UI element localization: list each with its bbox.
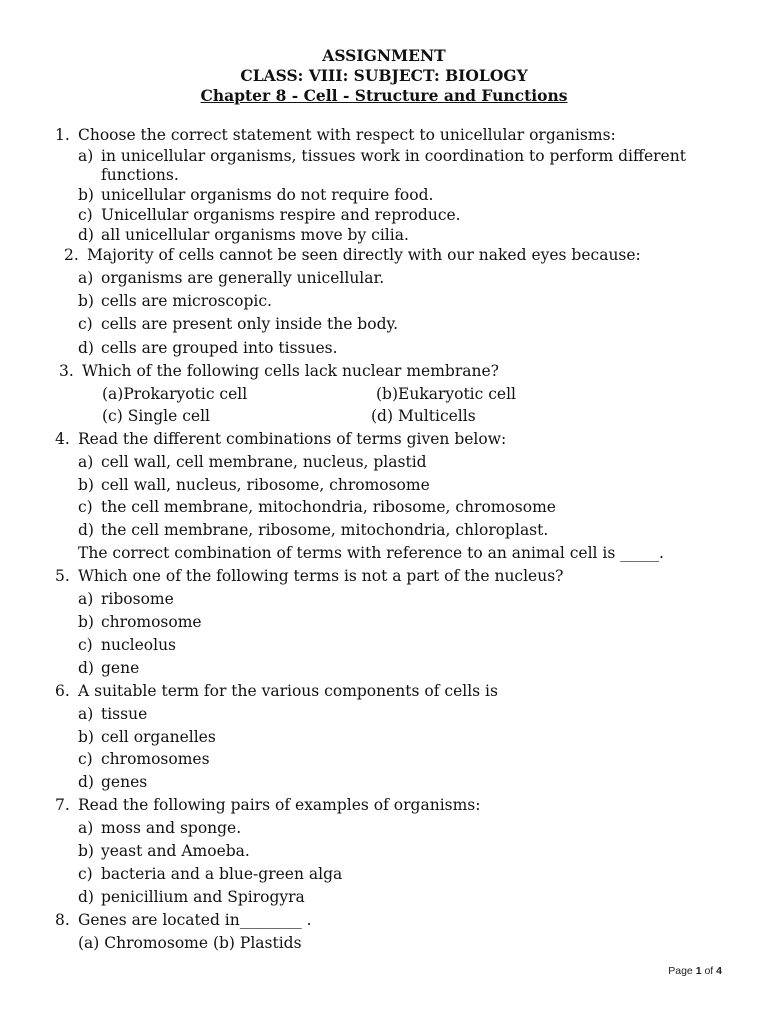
option-text: gene (101, 659, 140, 677)
option-label: b) (78, 842, 94, 860)
question-number: 6. (55, 682, 70, 700)
option-text: cell wall, cell membrane, nucleus, plastid (101, 453, 427, 471)
page-total: 4 (716, 965, 722, 977)
option-text: the cell membrane, mitochondria, ribosome, chromosome (101, 498, 556, 516)
q1-option-a (78, 146, 686, 166)
q5-option-d (78, 658, 139, 678)
option-text: penicillium and Spirogyra (101, 888, 305, 906)
q7-option-c (78, 864, 342, 884)
question-1 (55, 125, 616, 145)
q3-option-b: (b)Eukaryotic cell (376, 385, 517, 403)
option-label: c) (78, 750, 93, 768)
q2-option-d (78, 338, 338, 358)
question-text: Which one of the following terms is not a part of the nucleus? (78, 567, 564, 585)
q7-option-b (78, 841, 250, 861)
q7-option-d (78, 887, 305, 907)
question-7 (55, 795, 480, 815)
class-subject-line: CLASS: VIII: SUBJECT: BIOLOGY (240, 66, 528, 85)
q4-statement: The correct combination of terms with reference to an animal cell is _____. (78, 544, 664, 562)
question-text: Majority of cells cannot be seen directly with our naked eyes because: (87, 246, 641, 264)
q2-option-a (78, 268, 384, 288)
question-6 (55, 681, 498, 701)
option-label: c) (78, 315, 93, 333)
q3-option-d: (d) Multicells (371, 407, 476, 425)
question-text: Choose the correct statement with respect to unicellular organisms: (78, 126, 616, 144)
option-text: Unicellular organisms respire and reproduce. (101, 206, 461, 224)
option-text: bacteria and a blue-green alga (101, 865, 343, 883)
option-label: a) (78, 269, 94, 287)
option-label: b) (78, 292, 94, 310)
question-5 (55, 566, 563, 586)
option-label: b) (78, 186, 94, 204)
q5-option-b (78, 612, 202, 632)
page-word: Page (668, 965, 693, 977)
q2-option-c (78, 314, 398, 334)
option-text: chromosomes (101, 750, 210, 768)
q1-option-c (78, 205, 461, 225)
option-text: cells are microscopic. (101, 292, 272, 310)
q1-option-a-continued: functions. (101, 166, 179, 184)
question-text: A suitable term for the various components of cells is (78, 682, 498, 700)
page-current: 1 (695, 965, 702, 977)
option-label: c) (78, 206, 93, 224)
option-label: a) (78, 705, 94, 723)
question-text: Read the following pairs of examples of organisms: (78, 796, 481, 814)
option-label: d) (78, 773, 94, 791)
option-label: a) (78, 590, 94, 608)
q6-option-d (78, 772, 147, 792)
option-text: all unicellular organisms move by cilia. (101, 226, 409, 244)
option-text: the cell membrane, ribosome, mitochondria, chloroplast. (101, 521, 549, 539)
q6-option-b (78, 727, 216, 747)
q1-option-b (78, 185, 433, 205)
option-text: cells are present only inside the body. (101, 315, 399, 333)
question-number: 4. (55, 430, 70, 448)
question-number: 8. (55, 911, 70, 929)
question-number: 1. (55, 126, 70, 144)
option-label: d) (78, 888, 94, 906)
question-3 (59, 361, 499, 381)
option-label: b) (78, 613, 94, 631)
option-label: a) (78, 453, 94, 471)
q5-option-c (78, 635, 176, 655)
question-8 (55, 910, 312, 930)
q5-option-a (78, 589, 174, 609)
q3-option-a: (a)Prokaryotic cell (102, 385, 248, 403)
question-4 (55, 429, 506, 449)
q4-option-c (78, 497, 556, 517)
option-label: c) (78, 636, 93, 654)
q6-option-c (78, 749, 210, 769)
q6-option-a (78, 704, 147, 724)
q1-option-d (78, 225, 409, 245)
option-label: c) (78, 865, 93, 883)
option-label: d) (78, 226, 94, 244)
question-text: Which of the following cells lack nuclear membrane? (82, 362, 499, 380)
q4-option-a (78, 452, 427, 472)
option-text: cell wall, nucleus, ribosome, chromosome (101, 476, 430, 494)
option-label: b) (78, 728, 94, 746)
chapter-title: Chapter 8 - Cell - Structure and Functions (200, 86, 568, 105)
page-number (668, 965, 722, 977)
option-label: d) (78, 339, 94, 357)
option-label: d) (78, 659, 94, 677)
option-text: cell organelles (101, 728, 216, 746)
question-text: Read the different combinations of terms given below: (78, 430, 507, 448)
q4-option-d (78, 520, 548, 540)
option-text: in unicellular organisms, tissues work in coordination to perform different (101, 147, 686, 165)
q8-options: (a) Chromosome (b) Plastids (78, 934, 302, 952)
option-label: a) (78, 819, 94, 837)
option-label: c) (78, 498, 93, 516)
question-number: 3. (59, 362, 74, 380)
assignment-title: ASSIGNMENT (322, 46, 446, 65)
of-word: of (704, 965, 714, 977)
q7-option-a (78, 818, 241, 838)
question-number: 2. (64, 246, 79, 264)
option-text: ribosome (101, 590, 174, 608)
q2-option-b (78, 291, 272, 311)
question-text: Genes are located in________ . (78, 911, 312, 929)
option-text: organisms are generally unicellular. (101, 269, 385, 287)
option-text: genes (101, 773, 148, 791)
option-label: d) (78, 521, 94, 539)
question-number: 5. (55, 567, 70, 585)
question-2 (64, 245, 641, 265)
option-text: yeast and Amoeba. (101, 842, 250, 860)
option-label: b) (78, 476, 94, 494)
q3-option-c: (c) Single cell (102, 407, 211, 425)
option-text: unicellular organisms do not require food. (101, 186, 434, 204)
option-text: moss and sponge. (101, 819, 242, 837)
option-text: cells are grouped into tissues. (101, 339, 338, 357)
option-label: a) (78, 147, 94, 165)
question-number: 7. (55, 796, 70, 814)
option-text: tissue (101, 705, 148, 723)
option-text: chromosome (101, 613, 202, 631)
option-text: nucleolus (101, 636, 177, 654)
q4-option-b (78, 475, 430, 495)
